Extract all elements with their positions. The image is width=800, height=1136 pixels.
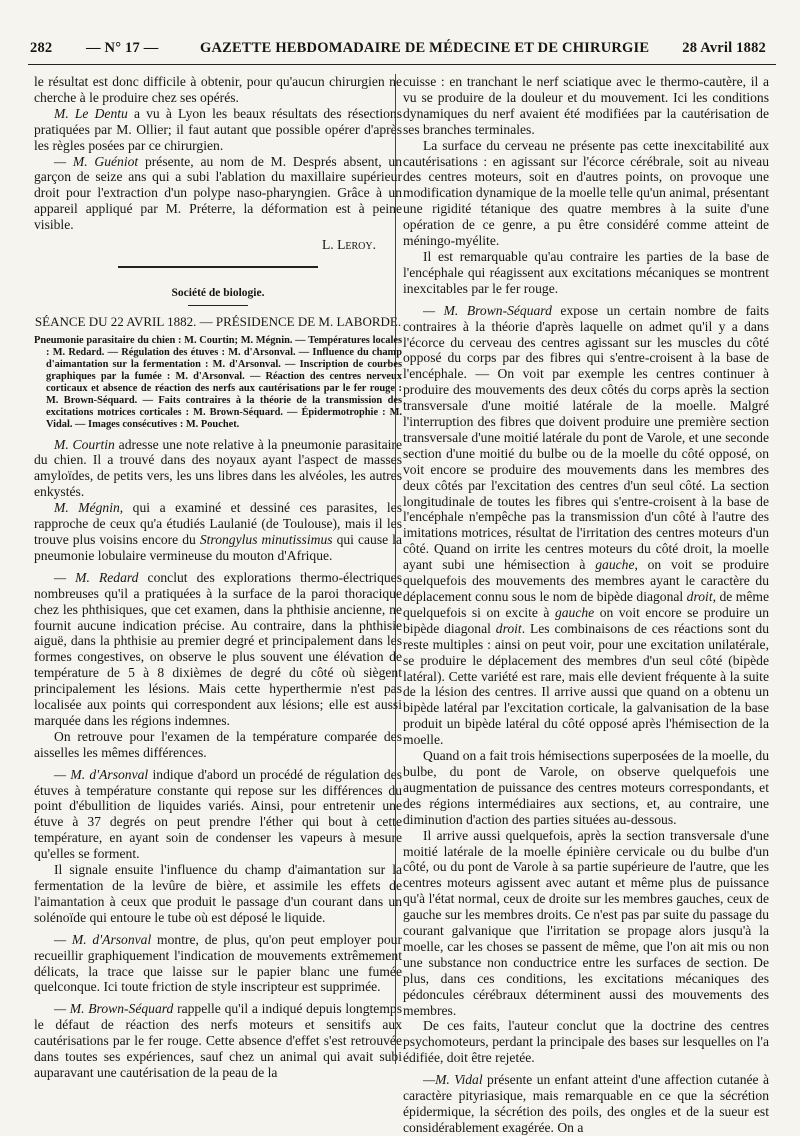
short-rule — [188, 305, 248, 306]
issue-number: — N° 17 — — [86, 40, 159, 56]
paragraph-text: on voit encore se produire un bipède diagonal — [403, 604, 770, 636]
paragraph — [34, 154, 402, 234]
left-column — [34, 74, 402, 1081]
paragraph — [34, 767, 402, 862]
paragraph-text: qui cause la pneumonie lobulaire vermineuse du mouton d'Afrique. — [34, 531, 402, 563]
paragraph-text: expose un certain nombre de faits contraires à la théorie d'après laquelle on admet qu'il y a dans l'écorce du cerveau des centres agissant sur les muscles du côté opposé du corps par des fibres qui s'entre-croisent à la base de l'encéphale. — On voit par exemple les centres continuer à produire des mouvements des deux côtés du corps après la section transversale d'une moitié latérale de la moelle. Malgré l'interruption des fibres que doivent produire une première section transversale d'une moitié latérale du pont de Varole, et une seconde section d'une moitié du bulbe ou de la moelle du côté opposé, on voit encore se produire des mouvements dans les membres des deux côtés par l'excitation des centres d'un seul côté. La section longitudinale de toutes les fibres qui s'entre-croisent à la base de l'encéphale n'empêche pas la transmission d'un côté à l'autre des imitations motrices, résultat de l'irritation des centres moteurs d'un côté. Quand on irrite les centres moteurs du côté droit, la moelle ayant subi une hémisection à — [403, 302, 769, 573]
paragraph: On retrouve pour l'examen de la température comparée des aisselles les mêmes différences. — [34, 728, 402, 760]
session-heading: SÉANCE DU 22 AVRIL 1882. — PRÉSIDENCE DE M. LABORDE. — [34, 313, 402, 329]
paragraph-text: indique d'abord un procédé de régulation des étuves à température constante qui repose sur les différences du point d'ébullition de liquides variés. Ainsi, pour entretenir une étuve à 37 degrés on peut prendre l'éther qui bout à cette température, en ayant soin de condenser les vapeurs à mesure qu'elles se forment. — [34, 766, 402, 862]
paragraph-text: présente, au nom de M. Després absent, un garçon de seize ans qui a subi l'ablation du maxillaire supérieur droit pour l'extraction d'un polype naso-pharyngien. Grâce à un appareil appliqué par M. Préterre, la déformation est à peine visible. — [34, 153, 402, 233]
running-header — [28, 38, 776, 65]
journal-title: GAZETTE HEBDOMADAIRE DE MÉDECINE ET DE CHIRURGIE — [200, 40, 650, 56]
paragraph — [34, 106, 402, 154]
paragraph: La surface du cerveau ne présente pas cette inexcitabilité aux cautérisations : en agissant sur l'écorce cérébrale, soit au niveau des centres moteurs, soit en d'autres points, on provoque une modification dynamique de la moelle telle qu'un animal, présentant une rigidité tétanique des quatre membres à la suite d'une opération de ce genre, a pu être considéré comme atteint de méningo-myélite. — [403, 137, 769, 249]
paragraph: De ces faits, l'auteur conclut que la doctrine des centres psychomoteurs, perdant la principale des bases sur lesquelles on l'a édifiée, doit être rejetée. — [403, 1018, 769, 1066]
paragraph-text: rappelle qu'il a indiqué depuis longtemps le défaut de réaction des nerfs moteurs et sensitifs aux cautérisations par le fer rouge. Cette absence d'effet s'est retrouvée dans toutes ses expériences, sauf chez un animal qui avait subi auparavant une cautérisation de la peau de la — [34, 1001, 403, 1080]
issue-date: 28 Avril 1882 — [682, 40, 766, 56]
emphasis: gauche — [554, 604, 595, 620]
paragraph — [34, 570, 402, 729]
speaker-name: — M. Redard — [54, 569, 139, 585]
paragraph-text: . Les combinaisons de ces réactions sont du reste multiples : ainsi on peut voir, pour une excitation unilatérale, se produire le déplacement des membres d'un seul côté (bipède latéral). Cette variété est rare, mais elle devient fréquente à la suite de la lésion des centres. Il arrive aussi que quand on a obtenu un bipède latéral par l'excitation corticale, la galvanisation de la base produit un bipède latéral du côté opposé après l'hémisection de la moelle. — [403, 620, 769, 748]
paragraph-text: montre, de plus, qu'on peut employer pour recueillir graphiquement l'indication de mouvements extrêmement délicats, la trace que laisse sur le papier blanc une fumée quelconque. Ici toute friction de style inscripteur est supprimée. — [34, 931, 403, 995]
speaker-name: — M. Guéniot — [54, 153, 139, 169]
paragraph — [34, 1001, 402, 1081]
session-summary: Pneumonie parasitaire du chien : M. Courtin; M. Mégnin. — Températures locales : M. Redard. — Régulation des étuves : M. d'Arsonval. — Influence du champ d'aimantation sur la fermentation : M. d'Arsonval. — Inscription de courbes graphiques par la fumée : M. d'Arsonval. — Réaction des centres nerveux corticaux et absence de réaction des nerfs aux cautérisations par le fer rouge : M. Brown-Séquard. — Faits contraires à la théorie de la transmission des excitations motrices corticales : M. Brown-Séquard. — Épidermotrophie : M. Vidal. — Images consécutives : M. Pouchet. — [34, 334, 402, 431]
emphasis: droit — [686, 589, 713, 604]
paragraph-text: conclut des explorations thermo-électriques nombreuses qu'il a pratiquées à la surface de la paroi thoracique chez les phthisiques, que cet examen, dans la phthisie ancienne, ne fournit aucune indication précise. Au contraire, dans la phthisie aiguë, dans la phthisie au premier degré et principalement dans les formes congestives, on observe le plus souvent une élévation de température de 5 à 8 dixièmes de degré du côté où siègent principalement les lésions. Mais cette hyperthermie n'est pas localisée aux points qui correspondent aux lésions; elle est aussi marquée dans les régions indemnes. — [34, 569, 402, 728]
paragraph: Quand on a fait trois hémisections superposées de la moelle, du bulbe, du pont de Varole, on observe quelquefois une augmentation de puissance des centres moteurs correspondants, et des régions intermédiaires aux sections, et, au contraire, une diminution d'action des parties situées au-dessous. — [403, 748, 769, 827]
speaker-name: M. Mégnin — [54, 500, 120, 516]
paragraph: Il signale ensuite l'influence du champ d'aimantation sur la fermentation de la levûre de bière, et assimile les effets de l'aimantation à ceux que produit le passage d'un courant dans un solénoïde qui entoure le tube où est déposé le liquide. — [34, 862, 402, 925]
emphasis: gauche — [595, 557, 635, 573]
speaker-name: M. Courtin — [54, 436, 115, 452]
right-column — [403, 74, 769, 1136]
speaker-name: — M. Brown-Séquard — [54, 1001, 174, 1017]
paragraph-text: , de même quelquefois si on excite à — [403, 589, 769, 620]
speaker-name: M. Le Dentu — [54, 105, 128, 121]
species-name: Strongylus minutissimus — [199, 531, 333, 547]
speaker-name: — M. d'Arsonval — [54, 931, 152, 947]
paragraph-text: adresse une note relative à la pneumonie parasitaire du chien. Il a trouvé dans des noyaux ayant l'aspect de masses amyloïdes, de petits vers, les uns libres dans les alvéoles, les autres enkystés. — [34, 436, 402, 500]
paragraph-text: , on voit se produire quelquefois des mouvements des membres ayant le caractère du déplacement connu sous le nom de bipède diagonal — [403, 557, 770, 604]
paragraph — [34, 932, 402, 996]
paragraph — [34, 500, 402, 564]
speaker-name: —M. Vidal — [423, 1072, 483, 1088]
paragraph — [403, 1072, 769, 1136]
section-rule — [118, 266, 318, 268]
paragraph — [403, 303, 769, 748]
paragraph-text: présente un enfant atteint d'une affection cutanée à caractère pityriasique, mais remarquable en ce que la sécrétion épidermique, la sécrétion des poils, des ongles et de la sueur est considérablement exagérée. On a — [403, 1072, 769, 1135]
signature: L. Leroy. — [321, 237, 376, 253]
speaker-name: — M. d'Arsonval — [54, 766, 149, 782]
paragraph: cuisse : en tranchant le nerf sciatique avec le thermo-cautère, il a vu se produire de la douleur et du mouvement. Ici les conditions dynamiques du nerf avaient été modifiées par la cautérisation de ses branches terminales. — [403, 74, 769, 137]
paragraph-text: a vu à Lyon les beaux résultats des résections pratiquées par M. Ollier; il faut autant que possible opérer d'après les règles posées par ce chirurgien. — [34, 105, 402, 153]
paragraph — [34, 437, 402, 501]
society-heading: Société de biologie. — [171, 286, 265, 299]
paragraph: Il arrive aussi quelquefois, après la section transversale d'une moitié latérale de la moelle épinière cervicale ou du bulbe d'un côté, ou du pont de Varole à sa partie supérieure de l'autre, que les centres moteurs agissent avec autant et même plus de puissance qu'à l'état normal, ceux de droite sur les membres gauches, ceux de gauche sur les membres droits. Ce n'est pas par suite du passage du courant galvanique que l'irritation se propage alors jusqu'à la moelle, car les choses se passent de même, que l'on ait mis ou non une substance non conductrice entre les surfaces de section. De plus, dans ces conditions, les excitations mécaniques des pédoncules cérébraux déterminent aussi des mouvements des membres. — [403, 827, 769, 1018]
page-number: 282 — [30, 40, 53, 56]
paragraph-text: , qui a examiné et dessiné ces parasites, les rapproche de ceux qu'a étudiés Laulanié (de Toulouse), mais il les trouve plus voisins encore du — [34, 500, 402, 547]
emphasis: droit — [495, 620, 522, 636]
paragraph: Il est remarquable qu'au contraire les parties de la base de l'encéphale qui réagissent aux excitations mécaniques se montrent inexcitables par le fer rouge. — [403, 248, 769, 296]
speaker-name: — M. Brown-Séquard — [423, 302, 552, 318]
paragraph: le résultat est donc difficile à obtenir, pour qu'aucun chirurgien ne cherche à le produire chez ses opérés. — [34, 74, 402, 105]
